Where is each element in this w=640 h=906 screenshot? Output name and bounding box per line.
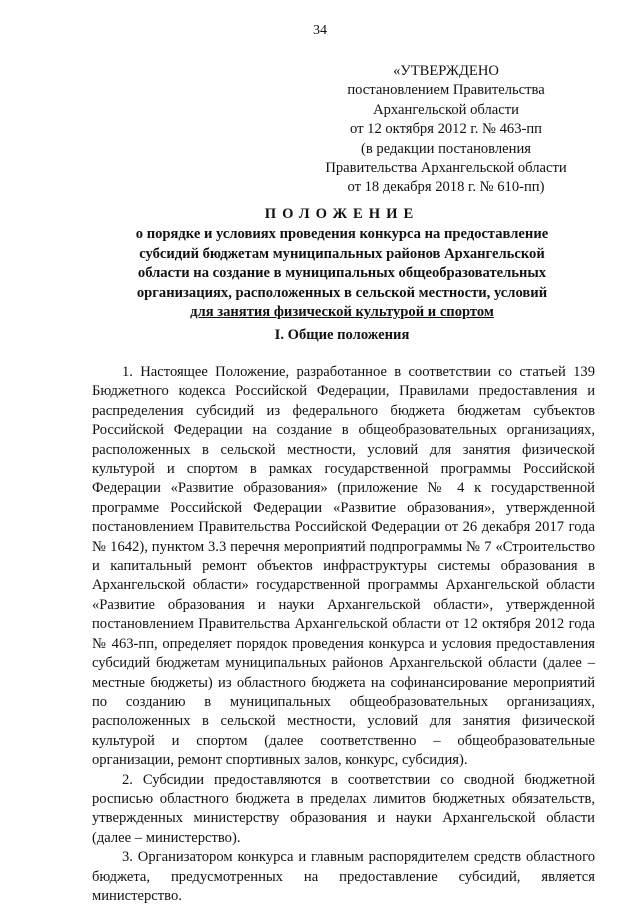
approval-line: Правительства Архангельской области <box>325 160 567 177</box>
title-line: о порядке и условиях проведения конкурса на предоставление <box>135 226 549 243</box>
approval-line: Архангельской области <box>373 101 519 118</box>
title-main: ПОЛОЖЕНИЕ <box>264 206 420 222</box>
section-heading: I. Общие положения <box>274 327 410 343</box>
title-line: для занятия физической культурой и спортом <box>190 304 494 321</box>
paragraph-3: 3. Организатором конкурса и главным распорядителем средств областного бюджета, предусмотренных на предоставление субсидий, является министерство. <box>92 849 595 904</box>
approval-line: от 12 октября 2012 г. № 463-пп <box>350 121 542 138</box>
approval-line: (в редакции постановления <box>361 140 531 157</box>
approval-line: постановлением Правительства <box>347 82 545 99</box>
paragraph-2: 2. Субсидии предоставляются в соответствии со сводной бюджетной росписью областного бюджета в пределах лимитов бюджетных обязательств, утвержденных министерству образования и науки Архангельской области (далее – министерство). <box>92 771 595 846</box>
document-body <box>92 363 595 906</box>
title-line: субсидий бюджетам муниципальных районов Архангельской <box>139 245 545 262</box>
approval-line: от 18 декабря 2018 г. № 610-пп) <box>347 179 545 196</box>
approval-line: «УТВЕРЖДЕНО <box>393 63 499 79</box>
title-line: организациях, расположенных в сельской местности, условий <box>136 284 548 301</box>
page-number: 34 <box>313 23 327 38</box>
title-line: области на создание в муниципальных общеобразовательных <box>137 265 547 282</box>
approval-stamp <box>296 62 596 198</box>
document-title <box>92 205 592 322</box>
paragraph-1: 1. Настоящее Положение, разработанное в соответствии со статьей 139 Бюджетного кодекса Российской Федерации, Правилами предоставления и распределения субсидий из федерального бюджета бюджетам субъектов Российской Федерации на создание в общеобразовательных организациях, расположенных в сельской местности, условий для занятия физической культурой и спортом в рамках государственной программы Российской Федерации «Развитие образования» (приложение № 4 к государственной программе Российской Федерации «Развитие образования», утвержденной постановлением Правительства Российской Федерации от 26 декабря 2017 года № 1642), пунктом 3.3 перечня мероприятий подпрограммы № 7 «Строительство и капитальный ремонт объектов инфраструктуры системы образования в Архангельской области» государственной программы Архангельской области «Развитие образования и науки Архангельской области», утвержденной постановлением Правительства Архангельской области от 12 октября 2012 года № 463-пп, определяет порядок проведения конкурса и условия предоставления субсидий бюджетам муниципальных районов Архангельской области (далее – местные бюджеты) из областного бюджета на софинансирование мероприятий по созданию в муниципальных общеобразовательных организациях, расположенных в сельской местности, условий для занятия физической культурой и спортом (далее соответственно – общеобразовательные организации, ремонт спортивных залов, конкурс, субсидия). <box>92 364 595 769</box>
title-subtitle <box>92 225 592 322</box>
